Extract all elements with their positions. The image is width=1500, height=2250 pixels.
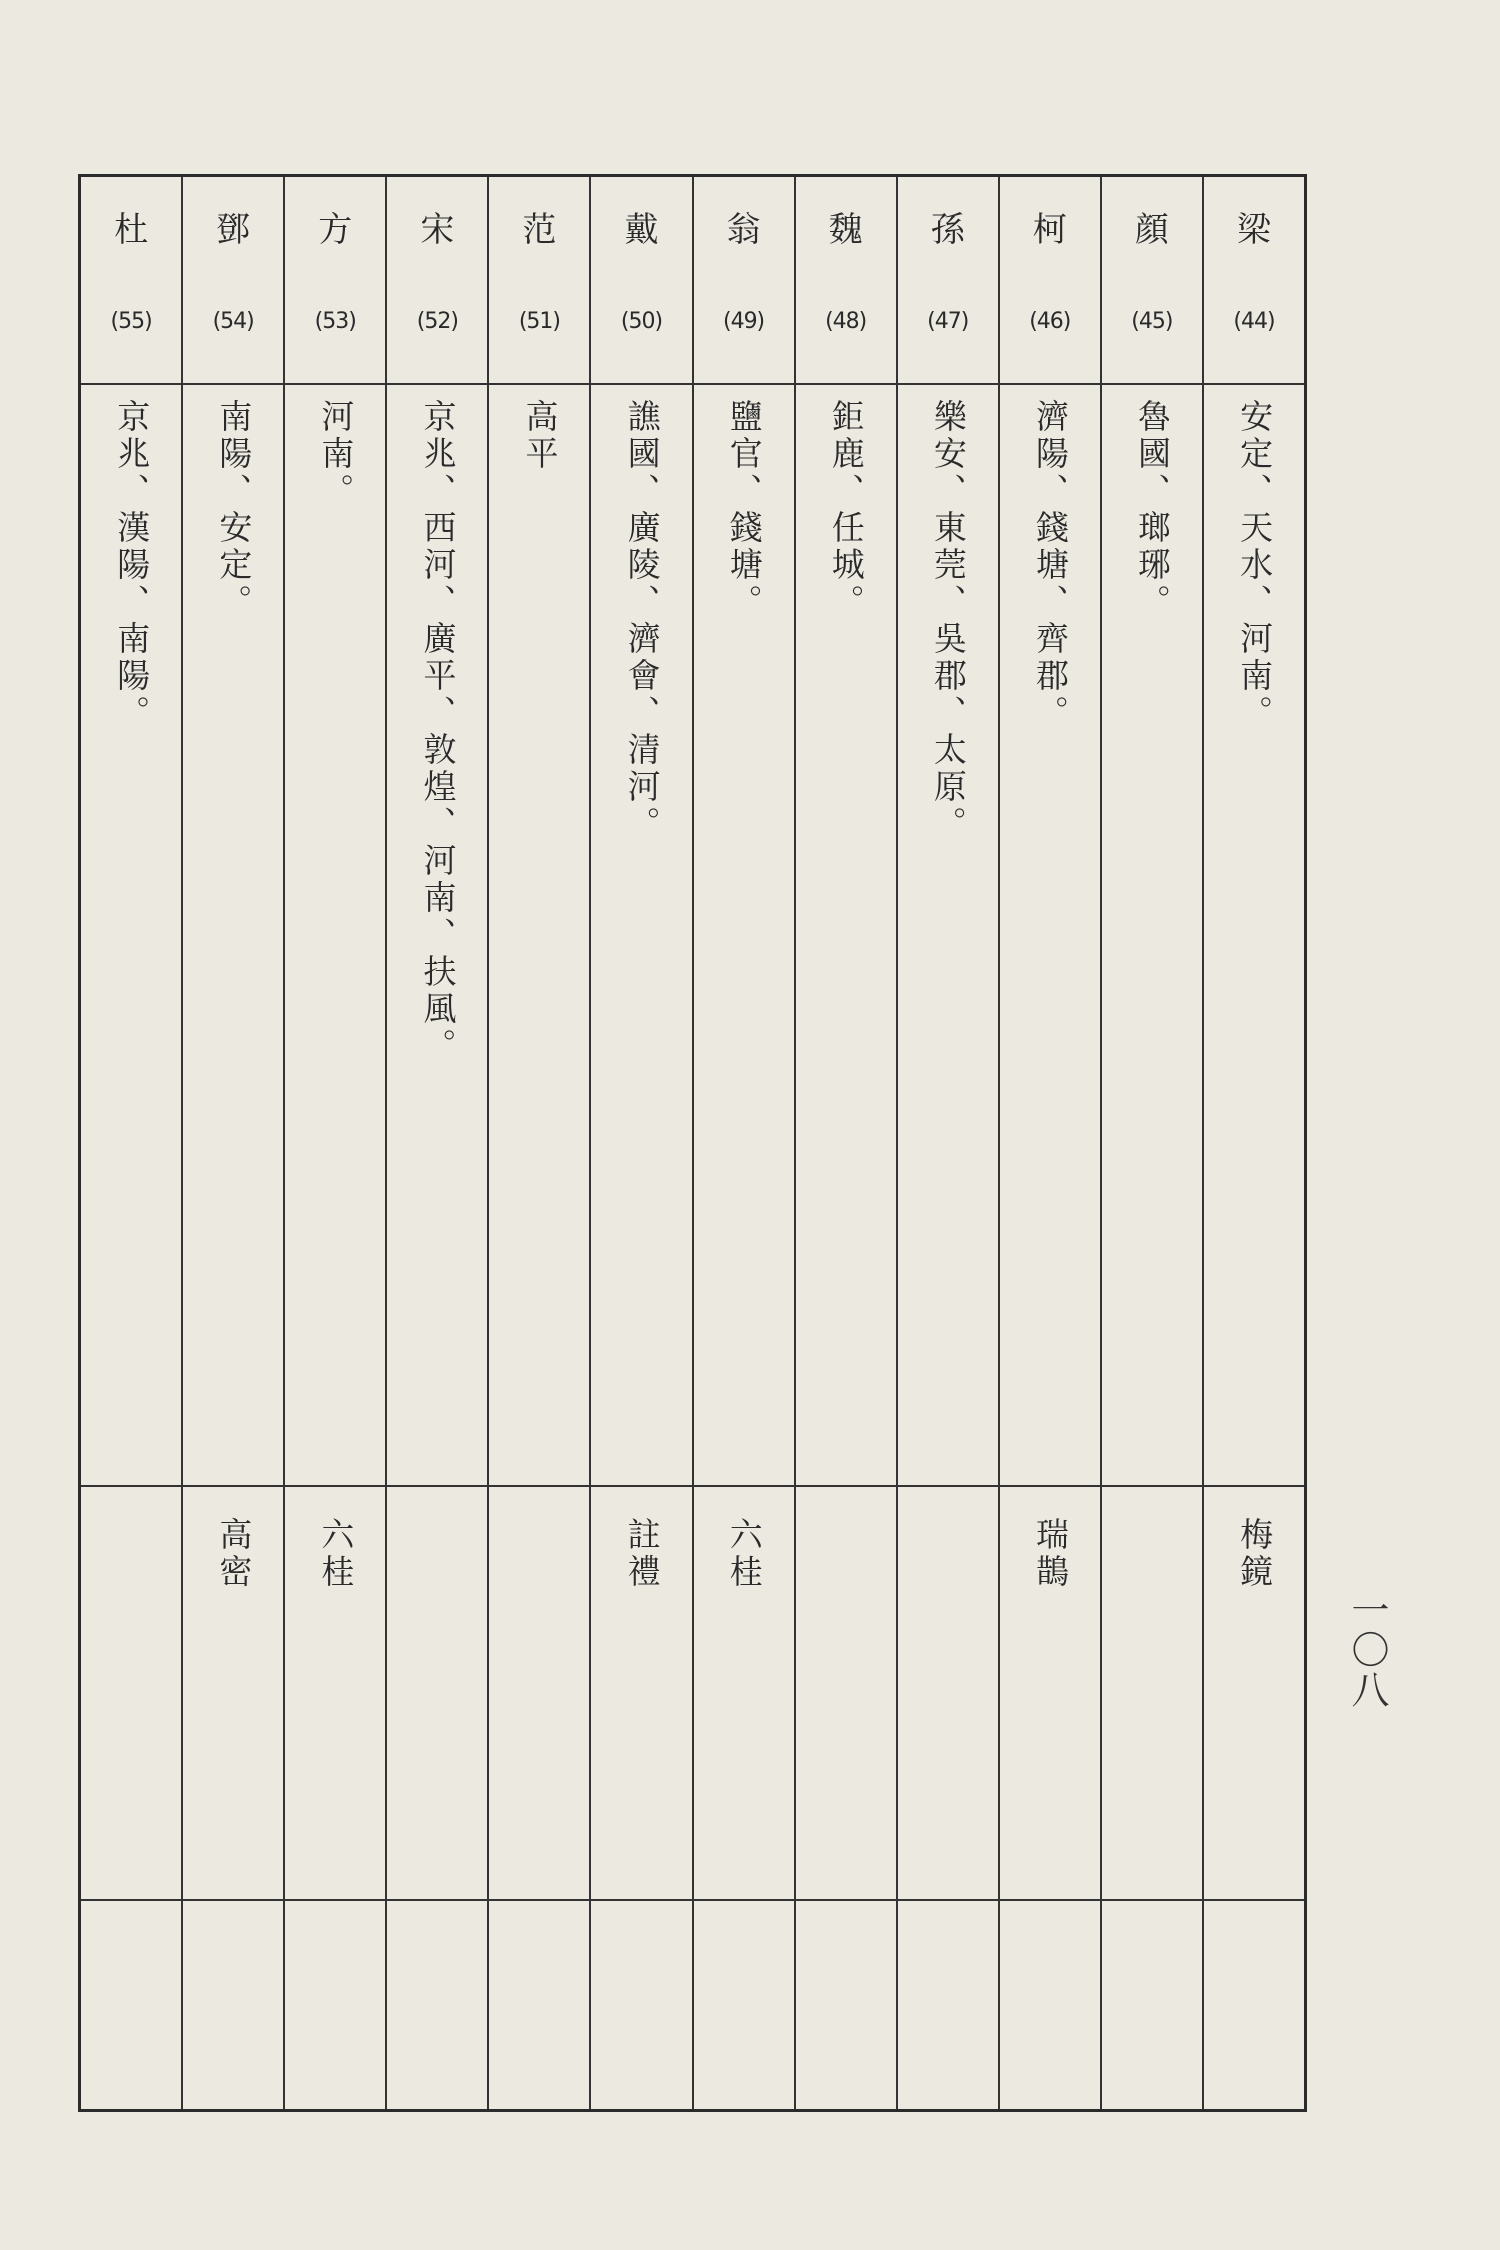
surname: 孫: [930, 210, 965, 250]
entry-number: (49): [722, 309, 765, 334]
table-column: [794, 177, 896, 2109]
row-divider: [1000, 1485, 1100, 1487]
row-divider: [183, 1899, 283, 1901]
row-divider: [387, 383, 487, 385]
entry-number: (45): [1131, 309, 1173, 334]
row-divider: [1102, 383, 1202, 385]
row-divider: [285, 1485, 385, 1487]
row-divider: [694, 383, 794, 385]
table-column: [1202, 177, 1304, 2109]
place-list: 京兆、漢陽、南陽。: [112, 399, 152, 732]
row-divider: [1102, 1485, 1202, 1487]
place-list: 樂安、東莞、吳郡、太原。: [928, 399, 968, 843]
entry-number: (52): [416, 309, 458, 334]
note: 高密: [214, 1517, 254, 1591]
table-column: [896, 177, 998, 2109]
row-divider: [1204, 383, 1304, 385]
entry-number: (47): [927, 309, 969, 334]
entry-number: (55): [110, 309, 152, 334]
row-divider: [285, 1899, 385, 1901]
row-divider: [387, 1899, 487, 1901]
table-column: [692, 177, 794, 2109]
row-divider: [591, 1899, 691, 1901]
row-divider: [898, 1485, 998, 1487]
surname: 范: [522, 210, 557, 250]
place-list: 鹽官、錢塘。: [724, 399, 764, 621]
table-column: [998, 177, 1100, 2109]
row-divider: [1204, 1899, 1304, 1901]
row-divider: [285, 383, 385, 385]
surname: 梁: [1236, 210, 1271, 250]
row-divider: [81, 1899, 181, 1901]
surname: 顔: [1134, 210, 1169, 250]
surname: 柯: [1032, 210, 1067, 250]
row-divider: [387, 1485, 487, 1487]
place-list: 安定、天水、河南。: [1235, 399, 1275, 732]
note: 六桂: [724, 1517, 764, 1591]
entry-number: (44): [1233, 309, 1275, 334]
surname: 方: [318, 210, 353, 250]
row-divider: [1102, 1899, 1202, 1901]
place-list: 濟陽、錢塘、齊郡。: [1030, 399, 1070, 732]
surname: 杜: [114, 210, 149, 250]
note: 瑞鵲: [1030, 1517, 1070, 1591]
row-divider: [489, 383, 589, 385]
row-divider: [796, 1899, 896, 1901]
entry-number: (50): [620, 309, 663, 334]
table-column: [81, 177, 181, 2109]
table-column: [1100, 177, 1202, 2109]
row-divider: [1000, 383, 1100, 385]
row-divider: [591, 383, 691, 385]
surname: 宋: [420, 210, 455, 250]
row-divider: [591, 1485, 691, 1487]
table-column: [283, 177, 385, 2109]
entry-number: (51): [518, 309, 560, 334]
row-divider: [796, 1485, 896, 1487]
row-divider: [81, 383, 181, 385]
table-column: [181, 177, 283, 2109]
note: 六桂: [316, 1517, 356, 1591]
place-list: 魯國、瑯琊。: [1133, 399, 1173, 621]
place-list: 京兆、西河、廣平、敦煌、河南、扶風。: [418, 399, 458, 1065]
table-column: [589, 177, 691, 2109]
place-list: 南陽、安定。: [214, 399, 254, 621]
row-divider: [694, 1485, 794, 1487]
row-divider: [489, 1899, 589, 1901]
note: 註禮: [622, 1517, 662, 1591]
surname: 鄧: [216, 210, 251, 250]
row-divider: [183, 1485, 283, 1487]
row-divider: [1204, 1485, 1304, 1487]
place-list: 河南。: [316, 399, 356, 510]
place-list: 譙國、廣陵、濟會、清河。: [622, 399, 662, 843]
surname: 戴: [624, 210, 659, 250]
row-divider: [898, 1899, 998, 1901]
table-column: [385, 177, 487, 2109]
entry-number: (46): [1029, 309, 1071, 334]
surname-table: [78, 174, 1307, 2112]
row-divider: [1000, 1899, 1100, 1901]
row-divider: [796, 383, 896, 385]
row-divider: [81, 1485, 181, 1487]
note: 梅鏡: [1235, 1517, 1275, 1591]
page-number: 一〇八: [1345, 1590, 1389, 1710]
row-divider: [898, 383, 998, 385]
entry-number: (54): [212, 309, 254, 334]
surname: 魏: [828, 210, 863, 250]
table-column: [487, 177, 589, 2109]
row-divider: [694, 1899, 794, 1901]
row-divider: [489, 1485, 589, 1487]
entry-number: (53): [314, 309, 356, 334]
place-list: 鉅鹿、任城。: [826, 399, 866, 621]
surname: 翁: [726, 210, 761, 250]
place-list: 高平: [520, 399, 560, 473]
entry-number: (48): [825, 309, 867, 334]
row-divider: [183, 383, 283, 385]
